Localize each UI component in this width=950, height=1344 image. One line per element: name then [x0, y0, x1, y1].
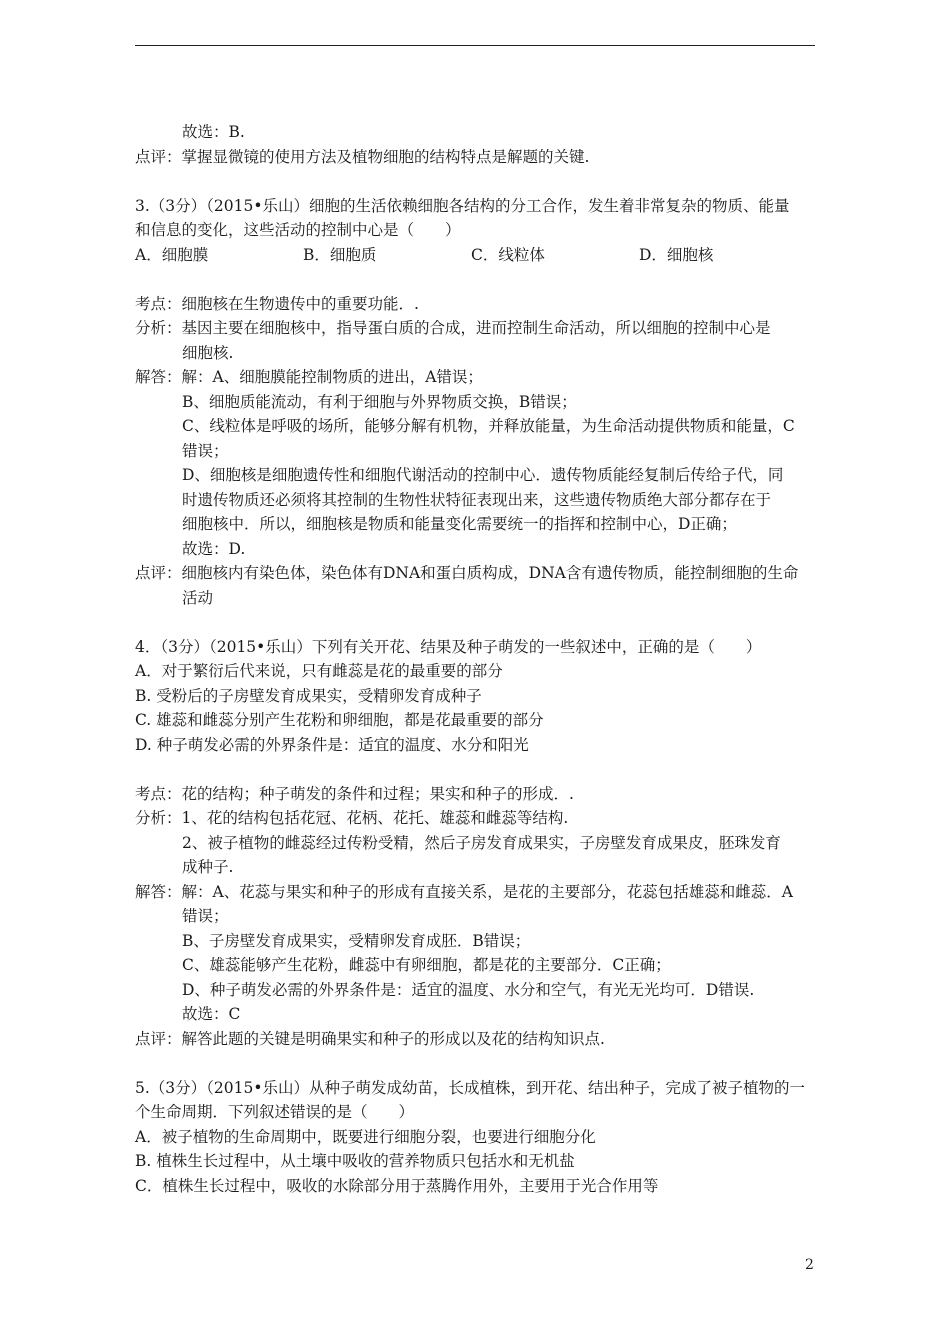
- q4-option-b: B. 受粉后的子房壁发育成果实，受精卵发育成种子: [135, 686, 482, 705]
- q5-option-b: B. 植株生长过程中，从土壤中吸收的营养物质只包括水和无机盐: [135, 1152, 575, 1170]
- q5-stem-line-1: 5.（3分）（2015•乐山）从种子萌发成幼苗，长成植株，到开花、结出种子，完成了被子植物的一: [135, 1078, 805, 1097]
- q3-option-c: C．线粒体: [471, 245, 545, 264]
- q3-kaodian: 考点：细胞核在生物遗传中的重要功能．.: [135, 294, 419, 313]
- q3-jieda-line: 故选：D.: [182, 539, 246, 558]
- q5-option-c: C．植株生长过程中，吸收的水除部分用于蒸腾作用外，主要用于光合作用等: [135, 1176, 659, 1195]
- q4-fenxi-line: 分析：1、花的结构包括花冠、花柄、花托、雄蕊和雌蕊等结构.: [135, 809, 569, 827]
- q3-jieda-line: 时遗传物质还必须将其控制的生物性状特征表现出来，这些遗传物质绝大部分都存在于: [182, 490, 772, 509]
- q3-dianping-1: 点评：细胞核内有染色体，染色体有DNA和蛋白质构成，DNA含有遗传物质，能控制细胞的生命: [135, 564, 799, 582]
- q3-option-a: A．细胞膜: [135, 245, 209, 264]
- q4-jieda-line: B、子房壁发育成果实，受精卵发育成胚．B错误；: [182, 931, 531, 950]
- q4-option-d: D. 种子萌发必需的外界条件是：适宜的温度、水分和阳光: [135, 735, 529, 754]
- q4-jieda-line: D、种子萌发必需的外界条件是：适宜的温度、水分和空气，有光无光均可．D错误.: [182, 980, 755, 999]
- q4-dianping: 点评：解答此题的关键是明确果实和种子的形成以及花的结构知识点.: [135, 1029, 605, 1048]
- header-rule: [135, 45, 815, 46]
- q4-jieda-line: 错误；: [182, 907, 229, 925]
- q3-stem-line-1: 3.（3分）（2015•乐山）细胞的生活依赖细胞各结构的分工合作，发生着非常复杂的物质、能量: [135, 196, 790, 215]
- q3-stem-line-2: 和信息的变化，这些活动的控制中心是（ ）: [135, 221, 461, 239]
- q3-jieda-line: 错误；: [182, 441, 229, 460]
- q4-jieda-line: 解答：解：A、花蕊与果实和种子的形成有直接关系，是花的主要部分，花蕊包括雄蕊和雌蕊．A: [135, 882, 793, 901]
- q4-jieda-line: 故选：C: [182, 1005, 241, 1023]
- q3-option-d: D．细胞核: [639, 245, 714, 264]
- q3-option-b: B．细胞质: [303, 245, 377, 264]
- prev-comment: 点评：掌握显微镜的使用方法及植物细胞的结构特点是解题的关键.: [135, 147, 590, 166]
- q3-jieda-line: 细胞核中．所以，细胞核是物质和能量变化需要统一的指挥和控制中心，D正确；: [182, 515, 737, 533]
- q3-jieda-line: 解答：解：A、细胞膜能控制物质的进出，A错误；: [135, 368, 483, 386]
- document-body: [135, 120, 825, 1198]
- q3-dianping-2: 活动: [182, 588, 214, 607]
- q3-options: [135, 243, 825, 268]
- q4-kaodian: 考点：花的结构；种子萌发的条件和过程；果实和种子的形成．.: [135, 784, 574, 803]
- q3-jieda-line: D、细胞核是细胞遗传性和细胞代谢活动的控制中心．遗传物质能经复制后传给子代，同: [182, 466, 784, 484]
- q5-option-a: A．被子植物的生命周期中，既要进行细胞分裂，也要进行细胞分化: [135, 1127, 596, 1146]
- q4-fenxi-line: 成种子.: [182, 858, 234, 876]
- q3-jieda-line: B、细胞质能流动，有利于细胞与外界物质交换，B错误；: [182, 392, 577, 411]
- q4-jieda-line: C、雄蕊能够产生花粉，雌蕊中有卵细胞，都是花的主要部分．C正确；: [182, 956, 671, 974]
- q4-fenxi-line: 2、被子植物的雌蕊经过传粉受精，然后子房发育成果实，子房壁发育成果皮，胚珠发育: [182, 833, 781, 852]
- q4-option-a: A．对于繁衍后代来说，只有雌蕊是花的最重要的部分: [135, 662, 503, 680]
- q5-stem-line-2: 个生命周期．下列叙述错误的是（ ）: [135, 1103, 415, 1121]
- q3-fenxi-2: 细胞核.: [182, 343, 234, 362]
- q4-option-c: C. 雄蕊和雌蕊分别产生花粉和卵细胞，都是花最重要的部分: [135, 711, 544, 729]
- q3-jieda-line: C、线粒体是呼吸的场所，能够分解有机物，并释放能量，为生命活动提供物质和能量，C: [182, 417, 795, 435]
- page-number: 2: [805, 1257, 814, 1273]
- q3-fenxi-1: 分析：基因主要在细胞核中，指导蛋白质的合成，进而控制生命活动，所以细胞的控制中心是: [135, 319, 771, 337]
- q4-stem: 4．（3分）（2015•乐山）下列有关开花、结果及种子萌发的一些叙述中，正确的是（ ）: [135, 637, 762, 656]
- prev-choice: 故选：B.: [182, 123, 245, 141]
